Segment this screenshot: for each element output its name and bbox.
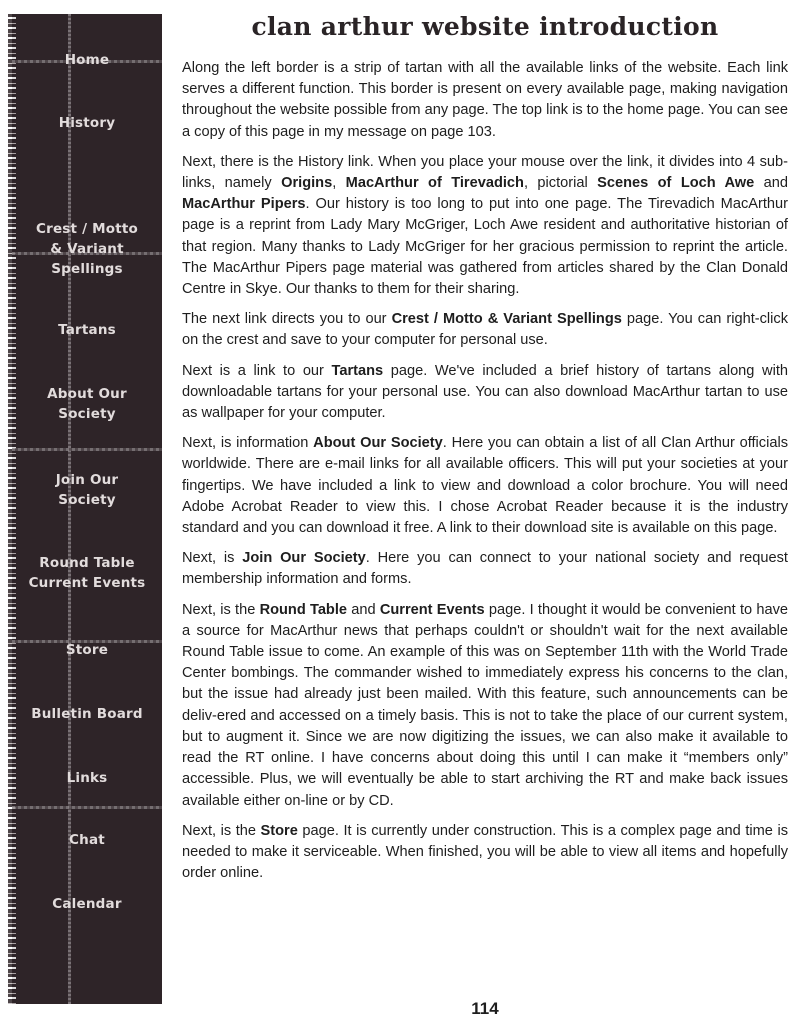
paragraph xyxy=(182,58,788,143)
text-run: . Here you can obtain a list of all Clan Arthur officials worldwide. There are e-mail links for all available officers. This will put your societies at your fingertips. We have included a link to view and download a color brochure. You will need Adobe Acrobat Reader to view this. I chose Acrobat Reader because it is the industry standard and you can download it free. A link to their download site is available on this page. xyxy=(182,435,788,537)
text-run: and xyxy=(754,175,789,192)
paragraph xyxy=(182,548,788,590)
nav-link-about-our-society[interactable]: About Our Society xyxy=(47,386,127,422)
paragraph xyxy=(182,361,788,425)
nav-link-round-table-current-events[interactable]: Round Table Current Events xyxy=(28,555,146,591)
nav-link-links[interactable]: Links xyxy=(66,770,108,786)
tartan-horizontal-stripe xyxy=(12,806,162,809)
text-run: page. It is currently under construction. This is a complex page and time is needed to make it serviceable. When finished, you will be able to view all items and hopefully order online. xyxy=(182,822,788,882)
bold-link-name: Join Our Society xyxy=(242,550,366,567)
nav-link-calendar[interactable]: Calendar xyxy=(52,896,122,912)
page-title: clan arthur website introduction xyxy=(251,12,719,41)
text-run: Along the left border is a strip of tartan with all the available links of the website. Each link serves a different function. This border is present on every available page, making navigation throughout the website possible from any page. The top link is to the home page. You can see a copy of this page in my message on page 103. xyxy=(182,60,788,140)
text-run: . Here you can connect to your national society and request membership information and forms. xyxy=(182,550,788,588)
nav-link-home[interactable]: Home xyxy=(64,52,110,68)
text-run: , pictorial xyxy=(523,175,598,192)
bold-link-name: About Our Society xyxy=(313,435,443,452)
paragraph xyxy=(182,821,788,885)
text-run: Next, is the xyxy=(182,601,260,618)
bold-link-name: Crest / Motto & Variant Spellings xyxy=(391,311,622,328)
paragraph xyxy=(182,433,788,539)
text-run: page. You can right-click on the crest and save to your computer for personal use. xyxy=(182,311,788,349)
nav-link-chat[interactable]: Chat xyxy=(69,832,105,848)
tartan-sidebar-nav xyxy=(12,14,162,1004)
nav-link-tartans[interactable]: Tartans xyxy=(58,322,116,338)
article-body xyxy=(182,58,788,893)
text-run: , xyxy=(332,175,346,192)
text-run: Next, is information xyxy=(182,435,314,452)
text-run: page. I thought it would be convenient to have a source for MacArthur news that perhaps couldn't or shouldn't wait for the next available Round Table issue to come. An example of this was on September 11th with the World Trade Center bombings. The commander wished to immediately express his concerns to the clan, but the issue had already just been mailed. With this feature, such announcements can be deliv-ered and accessed on a timely basis. This is not to take the place of our current system, but to augment it. Since we are now digitizing the issues, we can also make it available to read the RT online. I have concerns about doing this until I can make it “members only” accessible. Plus, we will eventually be able to start archiving the RT and make back issues available either on-line or by CD. xyxy=(182,601,788,809)
nav-link-store[interactable]: Store xyxy=(65,642,109,658)
nav-link-join-our-society[interactable]: Join Our Society xyxy=(55,472,119,508)
paragraph xyxy=(182,152,788,300)
nav-link-crest-motto-variant-spellings[interactable]: Crest / Motto & Variant Spellings xyxy=(35,221,139,277)
page-number: 114 xyxy=(471,999,499,1018)
bold-link-name: Tartans xyxy=(331,362,384,379)
nav-link-bulletin-board[interactable]: Bulletin Board xyxy=(31,706,143,722)
bold-link-name: Origins xyxy=(281,175,333,192)
text-run: . Our history is too long to put into one page. The Tirevadich MacArthur page is a reprint from Lady Mary McGriger, Loch Awe resident and authoritative historian of that region. Many thanks to Lady McGriger for her gracious permission to reprint the article. The MacArthur Pipers page material was gathered from articles shared by the Clan Donald Centre in Skye. Our thanks to them for their sharing. xyxy=(182,196,788,298)
text-run: Next is a link to our xyxy=(182,362,332,379)
text-run: Next, there is the History link. When you place your mouse over the link, it divides into 4 sub-links, namely xyxy=(182,153,788,192)
paragraph xyxy=(182,600,788,812)
bold-link-name: Scenes of Loch Awe xyxy=(597,175,755,192)
text-run: page. We've included a brief history of tartans along with downloadable tartans for your personal use. You can also download MacArthur tartan to use as wallpaper for your computer. xyxy=(182,362,788,422)
text-run: and xyxy=(347,601,380,618)
bold-link-name: MacArthur Pipers xyxy=(182,196,306,213)
nav-link-history[interactable]: History xyxy=(58,115,116,131)
bold-link-name: Round Table xyxy=(259,601,348,618)
bold-link-name: MacArthur of Tirevadich xyxy=(345,175,524,192)
text-run: Next, is xyxy=(182,550,243,567)
bold-link-name: Current Events xyxy=(379,601,485,618)
text-run: The next link directs you to our xyxy=(182,311,392,328)
text-run: Next, is the xyxy=(182,822,261,839)
tartan-horizontal-stripe xyxy=(12,448,162,451)
bold-link-name: Store xyxy=(260,822,298,839)
paragraph xyxy=(182,309,788,351)
